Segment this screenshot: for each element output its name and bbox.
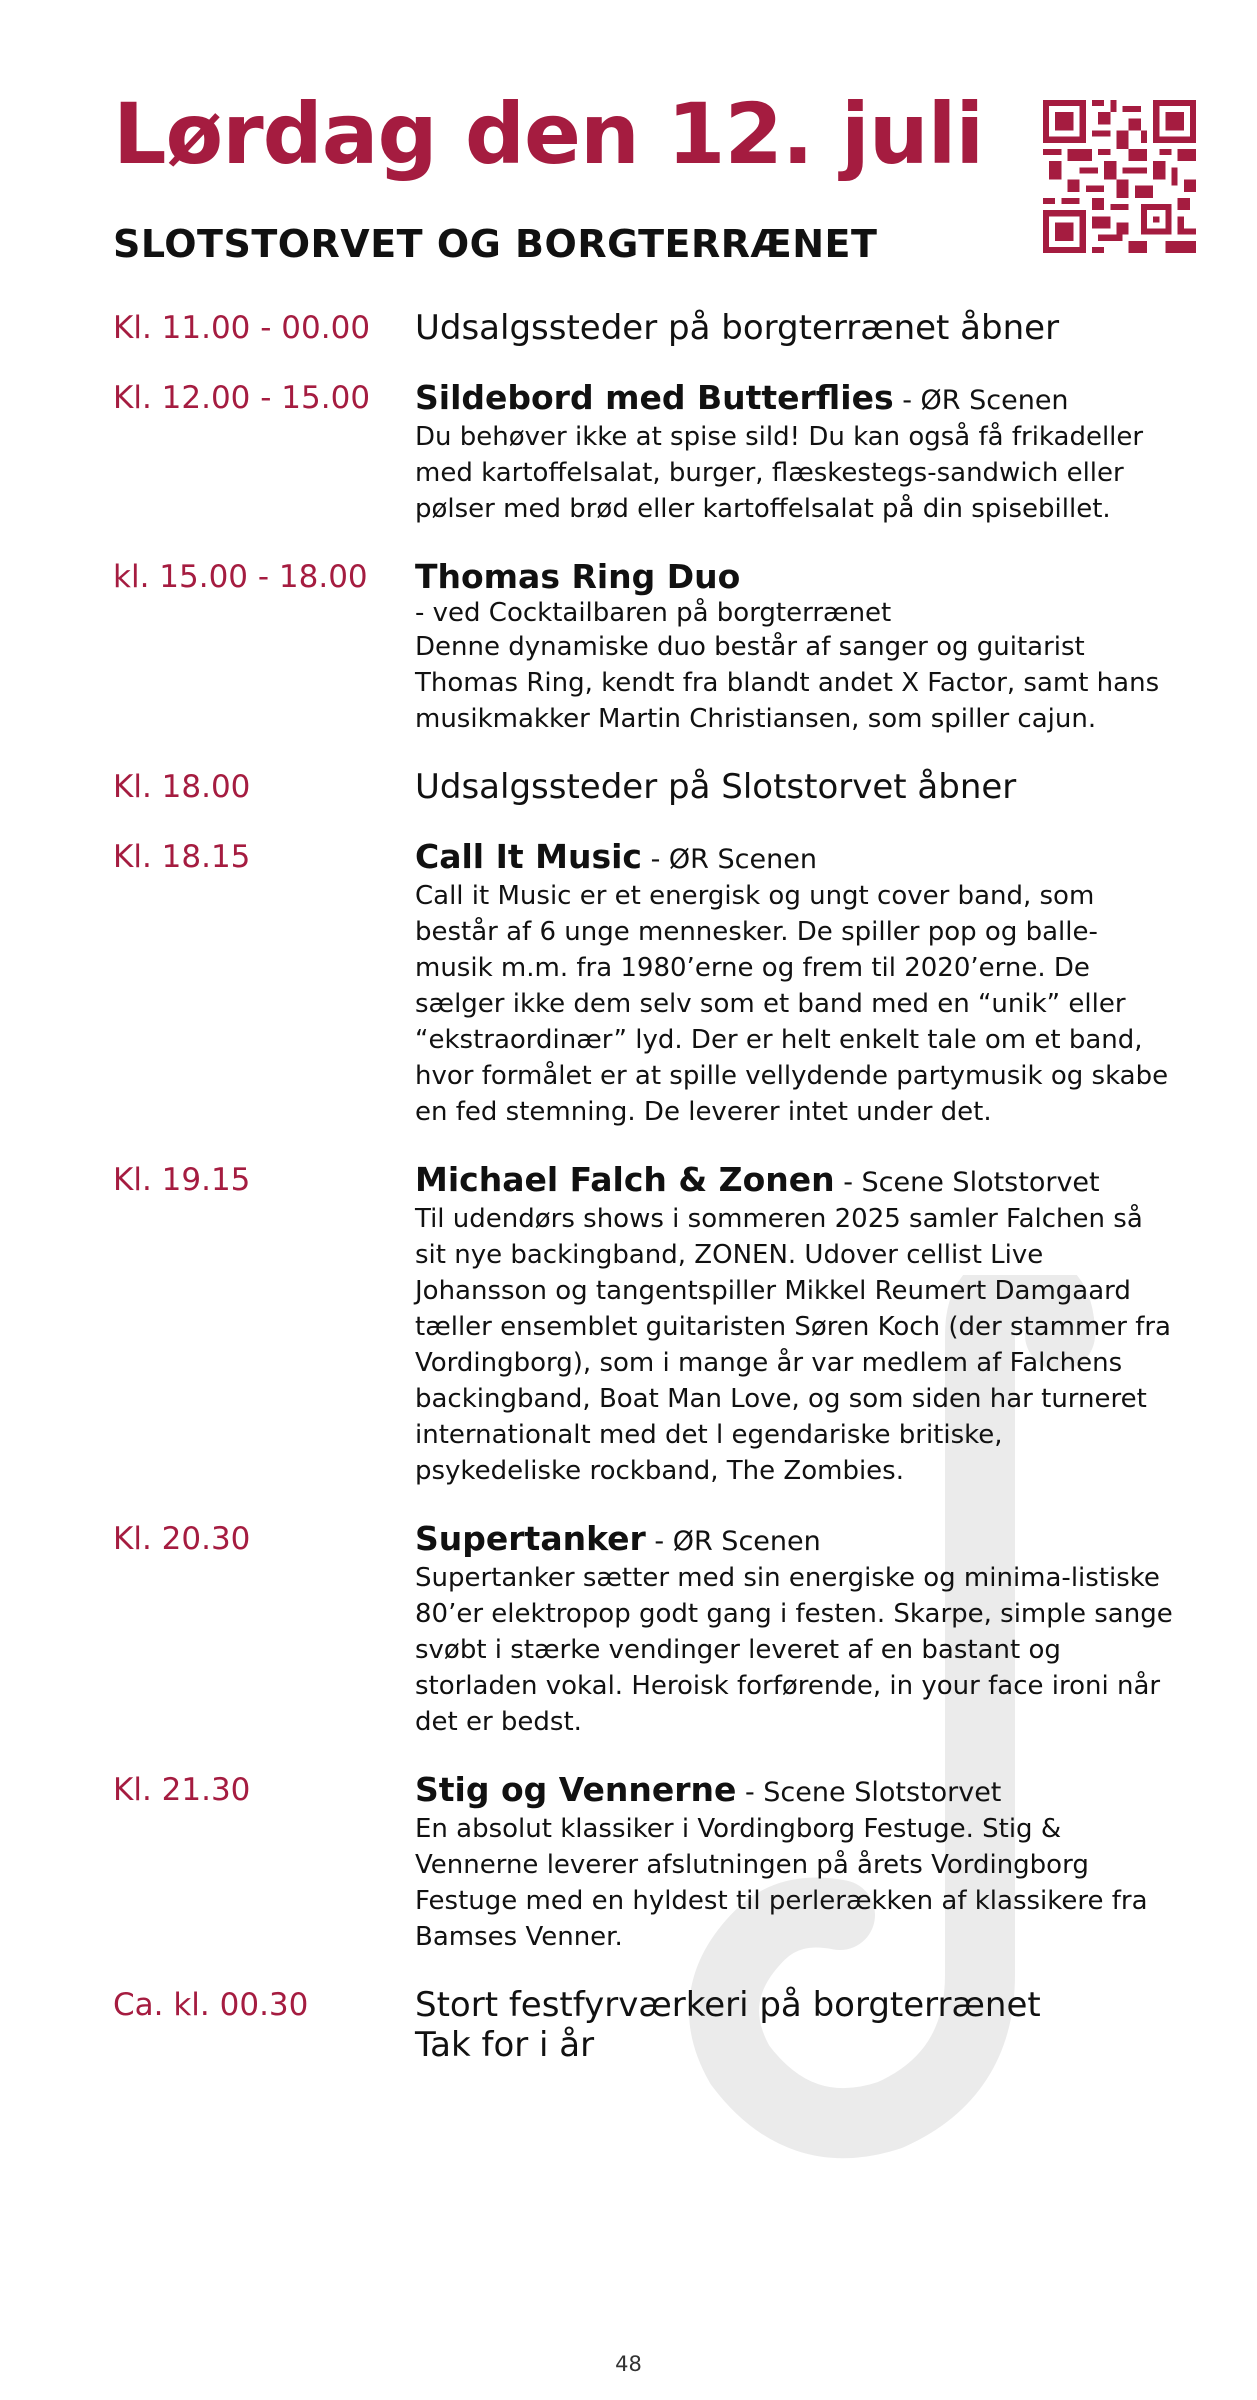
event-venue: - ved Cocktailbaren på borgterrænet [415, 598, 892, 628]
event-time: kl. 15.00 - 18.00 [113, 559, 368, 595]
event-description: Supertanker sætter med sin energiske og minima-listiske 80’er elektropop godt gang i festen. Skarpe, simple sange svøbt i stærke vendinger leveret af en bastant og storladen vokal. Heroisk forførende, in your face ironi når det er bedst. [415, 1563, 1173, 1737]
event-time: Kl. 18.00 [113, 769, 251, 805]
event-venue: - Scene Slotstorvet [736, 1777, 1002, 1808]
event-venue: - Scene Slotstorvet [834, 1167, 1100, 1198]
event-time: Kl. 20.30 [113, 1521, 251, 1557]
event-time: Kl. 19.15 [113, 1162, 251, 1198]
schedule-item [113, 1770, 1173, 1955]
event-time: Kl. 12.00 - 15.00 [113, 380, 371, 416]
schedule-item [113, 767, 1173, 807]
qr-code-icon[interactable] [1043, 100, 1196, 253]
event-name: Michael Falch & Zonen [415, 1160, 835, 1199]
schedule-item [113, 837, 1173, 1130]
event-description: Du behøver ikke at spise sild! Du kan også få frikadeller med kartoffelsalat, burger, flæskestegs-sandwich eller pølser med brød eller kartoffelsalat på din spisebillet. [415, 422, 1144, 524]
schedule-item [113, 308, 1173, 348]
event-time: Ca. kl. 00.30 [113, 1987, 309, 2023]
event-name: Thomas Ring Duo [415, 557, 741, 596]
page-title: Lørdag den 12. juli [113, 85, 984, 183]
event-description: Call it Music er et energisk og ungt cover band, som består af 6 unge mennesker. De spiller pop og balle-musik m.m. fra 1980’erne og frem til 2020’erne. De sælger ikke dem selv som et band med en “unik” eller “ekstraordinær” lyd. Der er helt enkelt tale om et band, hvor formålet er at spille vellydende partymusik og skabe en fed stemning. De leverer intet under det. [415, 881, 1169, 1127]
event-description: En absolut klassiker i Vordingborg Festuge. Stig & Vennerne leverer afslutningen på årets Vordingborg Festuge med en hyldest til perlerækken af klassikere fra Bamses Venner. [415, 1814, 1148, 1952]
event-venue: - ØR Scenen [642, 844, 817, 875]
page-number: 48 [615, 2352, 642, 2376]
schedule-item [113, 378, 1173, 527]
event-venue: - ØR Scenen [645, 1526, 821, 1557]
schedule-item [113, 557, 1173, 737]
event-name: Call It Music [415, 837, 642, 876]
event-description: Til udendørs shows i sommeren 2025 samler Falchen så sit nye backingband, ZONEN. Udover cellist Live Johansson og tangentspiller Mikkel Reumert Damgaard tæller ensemblet guitaristen Søren Koch (der stammer fra Vordingborg), som i mange år var medlem af Falchens backingband, Boat Man Love, og som siden har turneret internationalt med det l egendariske britiske, psykedeliske rockband, The Zombies. [415, 1204, 1171, 1486]
event-name: Supertanker [415, 1519, 646, 1558]
page-subtitle: SLOTSTORVET OG BORGTERRÆNET [113, 222, 878, 266]
event-name: Stig og Vennerne [415, 1770, 737, 1809]
event-description: Denne dynamiske duo består af sanger og guitarist Thomas Ring, kendt fra blandt andet X Factor, samt hans musikmakker Martin Christiansen, som spiller cajun. [415, 632, 1160, 734]
event-time: Kl. 18.15 [113, 839, 251, 875]
schedule-item [113, 1519, 1173, 1740]
event-title: Stort festfyrværkeri på borgterrænet [415, 1985, 1041, 2025]
event-time: Kl. 11.00 - 00.00 [113, 310, 371, 346]
schedule-item [113, 1985, 1173, 2065]
event-title: Udsalgssteder på Slotstorvet åbner [415, 767, 1017, 807]
event-venue: - ØR Scenen [893, 385, 1069, 416]
event-name: Sildebord med Butterflies [415, 378, 894, 417]
closing-text: Tak for i år [415, 2025, 595, 2065]
event-time: Kl. 21.30 [113, 1772, 251, 1808]
schedule-list [113, 308, 1173, 2065]
schedule-item [113, 1160, 1173, 1489]
event-title: Udsalgssteder på borgterrænet åbner [415, 308, 1060, 348]
